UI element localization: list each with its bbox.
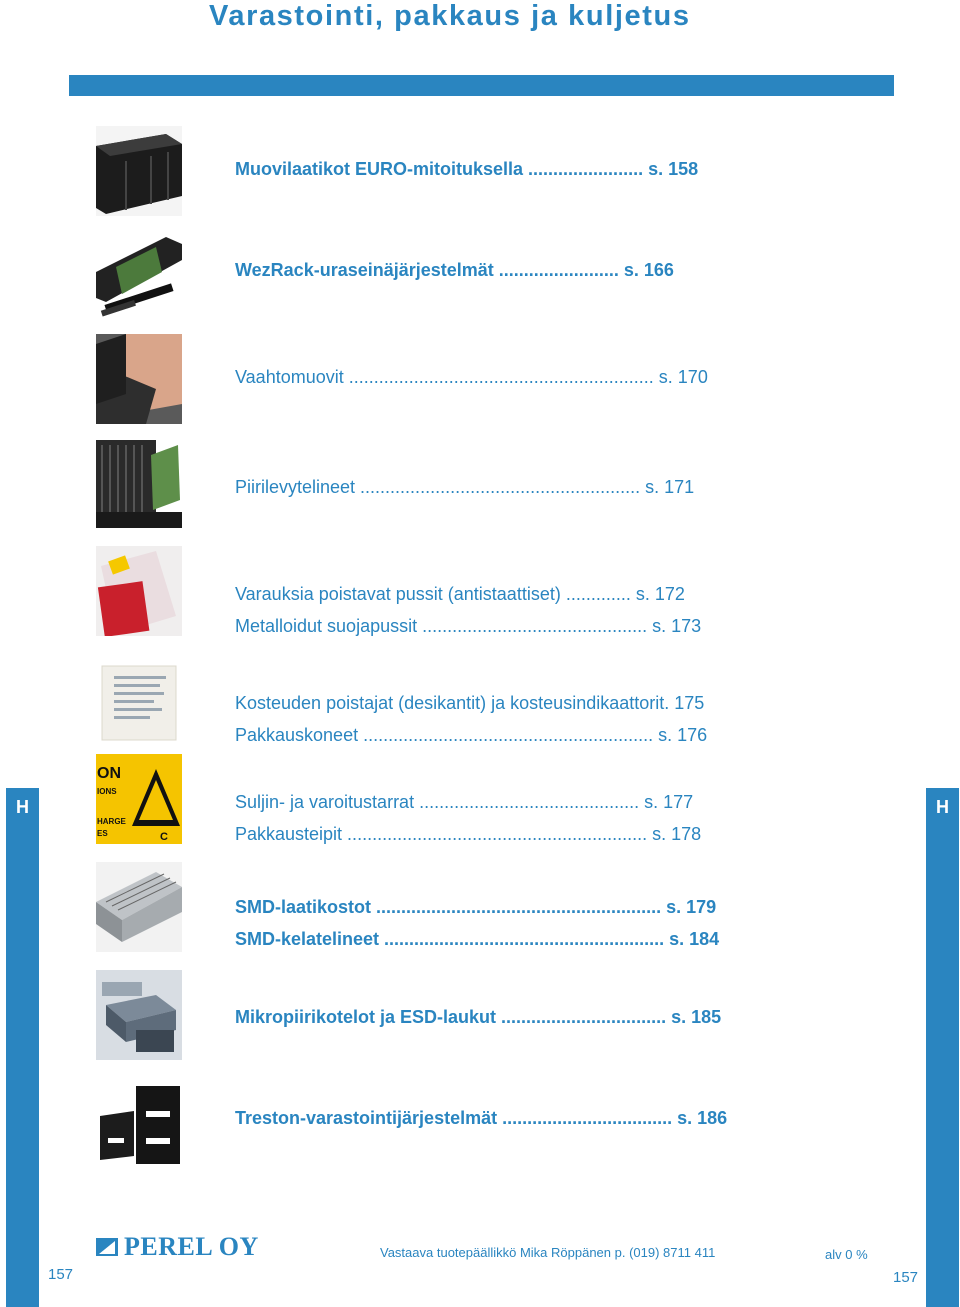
svg-text:IONS: IONS bbox=[97, 787, 117, 796]
title-bar bbox=[69, 75, 894, 96]
toc-entry[interactable]: Muovilaatikot EURO-mitoituksella ....................... s. 158 bbox=[235, 159, 699, 179]
toc-entry[interactable]: Piirilevytelineet ........................................................ s. 171 bbox=[235, 477, 695, 497]
section-tab-right bbox=[926, 788, 959, 1307]
toc-entry[interactable]: Metalloidut suojapussit ............................................. s. 173 bbox=[235, 616, 702, 636]
svg-text:HARGE: HARGE bbox=[97, 817, 126, 826]
wezrack-icon bbox=[96, 232, 182, 322]
section-tab-left bbox=[6, 788, 39, 1307]
esd-warning-label-icon bbox=[96, 754, 182, 844]
toc-entry[interactable]: Suljin- ja varoitustarrat ............................................ s. 177 bbox=[235, 792, 694, 812]
ic-case-icon bbox=[96, 970, 182, 1060]
foam-sheets-icon bbox=[96, 334, 182, 424]
antistatic-bag-icon bbox=[96, 546, 182, 636]
pcb-rack-icon bbox=[96, 440, 182, 530]
toc-entry[interactable]: Pakkausteipit ............................................................ s. 178 bbox=[235, 824, 702, 844]
toc-entry[interactable]: Varauksia poistavat pussit (antistaattiset) ............. s. 172 bbox=[235, 584, 685, 604]
svg-text:ON: ON bbox=[97, 765, 121, 782]
toc-entry[interactable]: SMD-kelatelineet ........................................................ s. 184 bbox=[235, 929, 720, 949]
contact-line: Vastaava tuotepäällikkö Mika Röppänen p. (019) 8711 411 bbox=[380, 1245, 716, 1260]
smd-box-icon bbox=[96, 862, 182, 952]
page-number-right: 157 bbox=[893, 1269, 919, 1286]
treston-bins-icon bbox=[96, 1076, 182, 1166]
toc-entry[interactable]: Mikropiirikotelot ja ESD-laukut ................................. s. 185 bbox=[235, 1007, 722, 1027]
toc-entry[interactable]: Vaahtomuovit ............................................................. s. 170 bbox=[235, 367, 708, 387]
page-title: Varastointi, pakkaus ja kuljetus bbox=[209, 0, 691, 32]
toc-entry[interactable]: Pakkauskoneet .......................................................... s. 176 bbox=[235, 725, 708, 745]
section-letter-left: H bbox=[16, 797, 29, 817]
toc-entry[interactable]: Kosteuden poistajat (desikantit) ja kosteusindikaattorit. 175 bbox=[235, 693, 705, 713]
toc-entry[interactable]: WezRack-uraseinäjärjestelmät ........................ s. 166 bbox=[235, 260, 674, 280]
company-name: PEREL OY bbox=[124, 1232, 259, 1261]
svg-text:C: C bbox=[160, 831, 168, 843]
toc-entry[interactable]: SMD-laatikostot ......................................................... s. 179 bbox=[235, 897, 717, 917]
desiccant-bag-icon bbox=[96, 660, 182, 750]
euro-box-icon bbox=[96, 126, 182, 216]
svg-text:ES: ES bbox=[97, 829, 108, 838]
vat-note: alv 0 % bbox=[825, 1247, 868, 1262]
page-number-left: 157 bbox=[48, 1266, 74, 1283]
company-logo bbox=[96, 1232, 259, 1262]
section-letter-right: H bbox=[936, 797, 949, 817]
toc-entry[interactable]: Treston-varastointijärjestelmät .................................. s. 186 bbox=[235, 1108, 728, 1128]
perel-logo-icon bbox=[96, 1236, 118, 1258]
